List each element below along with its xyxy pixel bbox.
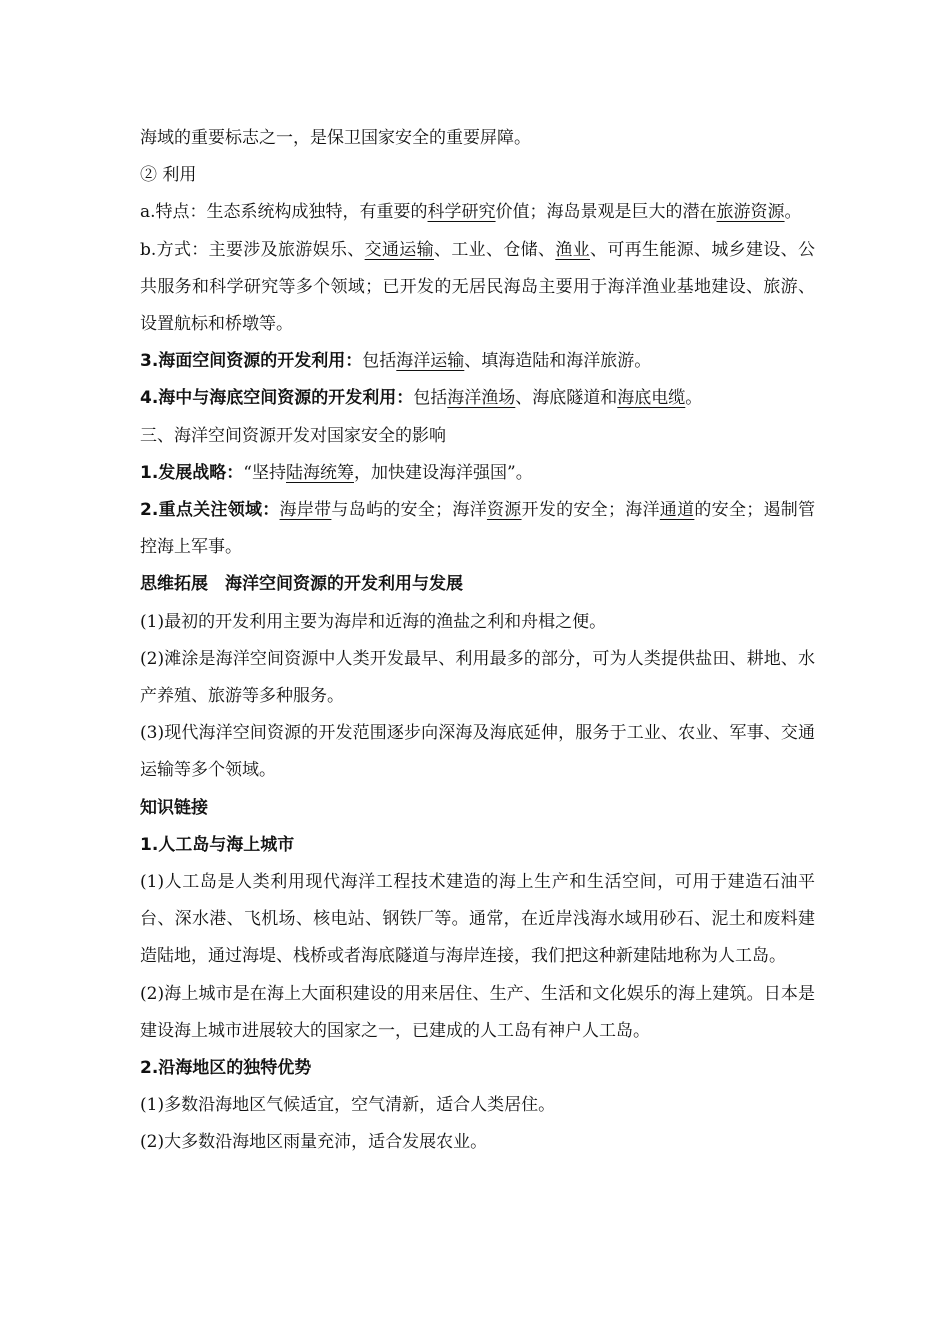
bold-label: 2.重点关注领域： (140, 500, 280, 521)
underlined-keyword: 旅游资源 (716, 202, 785, 223)
paragraph-artificial-island-2 (140, 976, 815, 1050)
paragraph-development-strategy (140, 455, 815, 492)
underlined-keyword: 海洋运输 (396, 351, 465, 372)
text-segment: 包括 (413, 388, 448, 409)
text-segment: 三、海洋空间资源开发对国家安全的影响 (140, 425, 446, 446)
text-segment: 、工业、仓储、 (433, 239, 556, 260)
bold-label: 知识链接 (140, 797, 208, 818)
text-segment: (2)海上城市是在海上大面积建设的用来居住、生产、生活和文化娱乐的海上建筑。日本是建设海上城市进展较大的国家之一，已建成的人工岛有神户人工岛。 (140, 983, 815, 1041)
text-segment: 、可再生能源、城乡建设、公共服务和科学研究等多个领域；已开发的无居民海岛主要用于海洋渔业基地建设、旅游、设置航标和桥墩等。 (140, 239, 816, 335)
paragraph-sea-area-sign (140, 120, 815, 157)
text-segment: “坚持 (243, 462, 286, 483)
heading-coastal-advantages (140, 1050, 815, 1087)
text-segment: 海域的重要标志之一，是保卫国家安全的重要屏障。 (140, 128, 531, 148)
text-segment: 价值；海岛景观是巨大的潜在 (495, 202, 717, 223)
text-segment: (2)滩涂是海洋空间资源中人类开发最早、利用最多的部分，可为人类提供盐田、耕地、水产养殖、旅游等多种服务。 (140, 648, 815, 707)
text-segment: 。 (784, 202, 802, 223)
paragraph-island-methods (140, 232, 815, 344)
bold-label: 3.海面空间资源的开发利用： (140, 351, 363, 372)
underlined-keyword: 交通运输 (364, 239, 434, 260)
underlined-keyword: 科学研究 (427, 202, 496, 223)
bold-label: 1.人工岛与海上城市 (140, 834, 295, 855)
text-segment: (1)最初的开发利用主要为海岸和近海的渔盐之利和舟楫之便。 (140, 611, 607, 632)
underlined-keyword: 海底电缆 (617, 388, 686, 409)
bold-label: 1.发展战略： (140, 462, 244, 483)
underlined-keyword: 渔业 (555, 239, 590, 260)
paragraph-extension-2 (140, 641, 815, 715)
paragraph-extension-1 (140, 604, 815, 641)
bold-label: 4.海中与海底空间资源的开发利用： (140, 388, 414, 409)
bold-label: 2.沿海地区的独特优势 (140, 1058, 312, 1079)
document-page (140, 120, 815, 1162)
heading-utilization (140, 157, 815, 194)
paragraph-coastal-1 (140, 1087, 815, 1124)
text-segment: b.方式：主要涉及旅游娱乐、 (140, 239, 365, 260)
paragraph-island-features (140, 194, 815, 231)
text-segment: (2)大多数沿海地区雨量充沛，适合发展农业。 (140, 1132, 488, 1153)
bold-label: 思维拓展 海洋空间资源的开发利用与发展 (140, 574, 463, 595)
text-segment: 的安全；遏制管控海上军事。 (140, 500, 816, 558)
heading-artificial-island (140, 827, 815, 864)
text-segment: 与岛屿的安全；海洋 (331, 500, 487, 521)
text-segment: a.特点：生态系统构成独特，有重要的 (140, 202, 428, 223)
text-segment: ，加快建设海洋强国”。 (354, 462, 533, 483)
underlined-keyword: 资源 (486, 500, 522, 521)
text-segment: (3)现代海洋空间资源的开发范围逐步向深海及海底延伸，服务于工业、农业、军事、交通运输等多个领域。 (140, 723, 815, 781)
text-segment: (1)多数沿海地区气候适宜，空气清新，适合人类居住。 (140, 1095, 556, 1116)
paragraph-artificial-island-1 (140, 864, 815, 976)
heading-thinking-extension (140, 566, 815, 603)
paragraph-sea-surface-space (140, 343, 815, 380)
paragraph-key-areas (140, 492, 815, 566)
heading-national-security (140, 418, 815, 455)
text-segment: 、填海造陆和海洋旅游。 (464, 351, 652, 372)
paragraph-extension-3 (140, 715, 815, 789)
text-segment: 、海底隧道和 (515, 388, 618, 409)
text-segment: 包括 (362, 351, 397, 372)
paragraph-subsea-space (140, 380, 815, 417)
heading-knowledge-link (140, 790, 815, 827)
text-segment: (1)人工岛是人类利用现代海洋工程技术建造的海上生产和生活空间，可用于建造石油平台、深水港、飞机场、核电站、钢铁厂等。通常，在近岸浅海水域用砂石、泥土和废料建造陆地，通过海堤、栈桥或者海底隧道与海岸连接，我们把这种新建陆地称为人工岛。 (140, 872, 815, 967)
text-segment: 。 (685, 388, 703, 409)
text-segment: ② 利用 (140, 165, 197, 186)
text-segment: 开发的安全；海洋 (521, 500, 660, 521)
underlined-keyword: 通道 (659, 500, 695, 521)
underlined-keyword: 海洋渔场 (447, 388, 516, 409)
underlined-keyword: 海岸带 (279, 500, 332, 521)
paragraph-coastal-2 (140, 1124, 815, 1161)
underlined-keyword: 陆海统筹 (286, 462, 354, 483)
